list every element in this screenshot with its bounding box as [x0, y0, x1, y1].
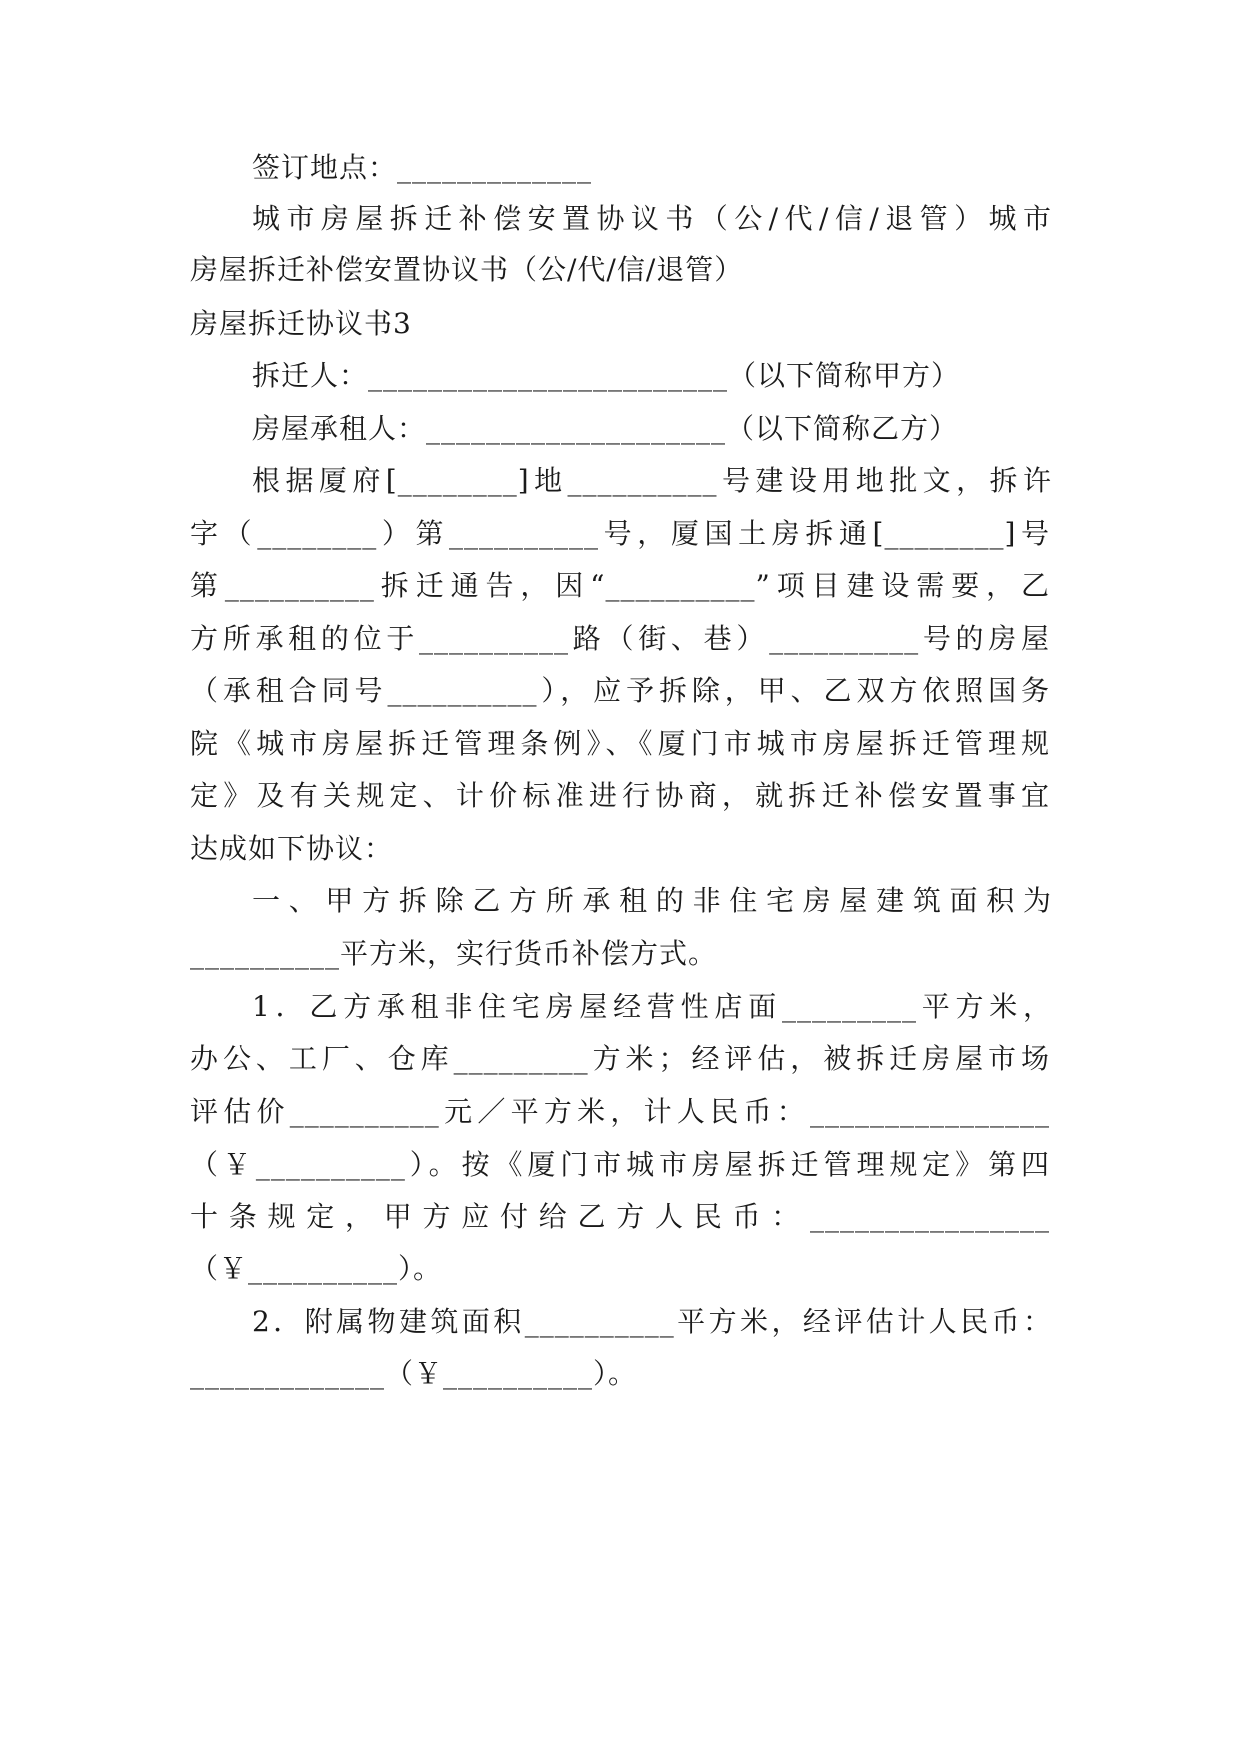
party-a-line: 拆迁人：________________________（以下简称甲方） — [252, 359, 961, 392]
item-2-line: _____________（￥__________）。 — [190, 1357, 638, 1390]
item-1-line: （￥__________）。 — [190, 1252, 443, 1285]
item-1-line: 1．乙方承租非住宅房屋经营性店面_________平方米， — [252, 990, 1052, 1023]
clause-1-line: 一、甲方拆除乙方所承租的非住宅房屋建筑面积为 — [252, 884, 1052, 917]
body-paragraph-line: 根据厦府[________]地__________号建设用地批文，拆许 — [252, 464, 1052, 497]
agreement-heading: 房屋拆迁协议书3 — [190, 307, 412, 340]
item-1-line: 十条规定，甲方应付给乙方人民币：________________ — [190, 1200, 1050, 1233]
title-line-1: 城市房屋拆迁补偿安置协议书（公/代/信/退管）城市 — [252, 202, 1052, 235]
body-paragraph-line: （承租合同号__________），应予拆除，甲、乙双方依照国务 — [190, 674, 1050, 707]
item-1-line: 评估价__________元／平方米，计人民币：________________ — [190, 1095, 1050, 1128]
item-2-line: 2．附属物建筑面积__________平方米，经评估计人民币： — [252, 1305, 1052, 1338]
item-1-line: 办公、工厂、仓库_________方米；经评估，被拆迁房屋市场 — [190, 1042, 1050, 1075]
clause-1-line: __________平方米，实行货币补偿方式。 — [190, 937, 718, 970]
item-1-line: （￥__________）。按《厦门市城市房屋拆迁管理规定》第四 — [190, 1148, 1050, 1181]
party-b-line: 房屋承租人：____________________（以下简称乙方） — [252, 412, 959, 445]
body-paragraph-line: 第__________拆迁通告，因“__________”项目建设需要，乙 — [190, 569, 1050, 602]
signing-place-line: 签订地点：_____________ — [252, 151, 593, 184]
title-line-2: 房屋拆迁补偿安置协议书（公/代/信/退管） — [190, 253, 744, 286]
body-paragraph-line: 达成如下协议： — [190, 832, 394, 865]
body-paragraph-line: 方所承租的位于__________路（街、巷）__________号的房屋 — [190, 622, 1050, 655]
body-paragraph-line: 定》及有关规定、计价标准进行协商，就拆迁补偿安置事宜 — [190, 779, 1050, 812]
body-paragraph-line: 院《城市房屋拆迁管理条例》、《厦门市城市房屋拆迁管理规 — [190, 727, 1050, 760]
body-paragraph-line: 字（________）第__________号，厦国土房拆通[________]号 — [190, 517, 1050, 550]
